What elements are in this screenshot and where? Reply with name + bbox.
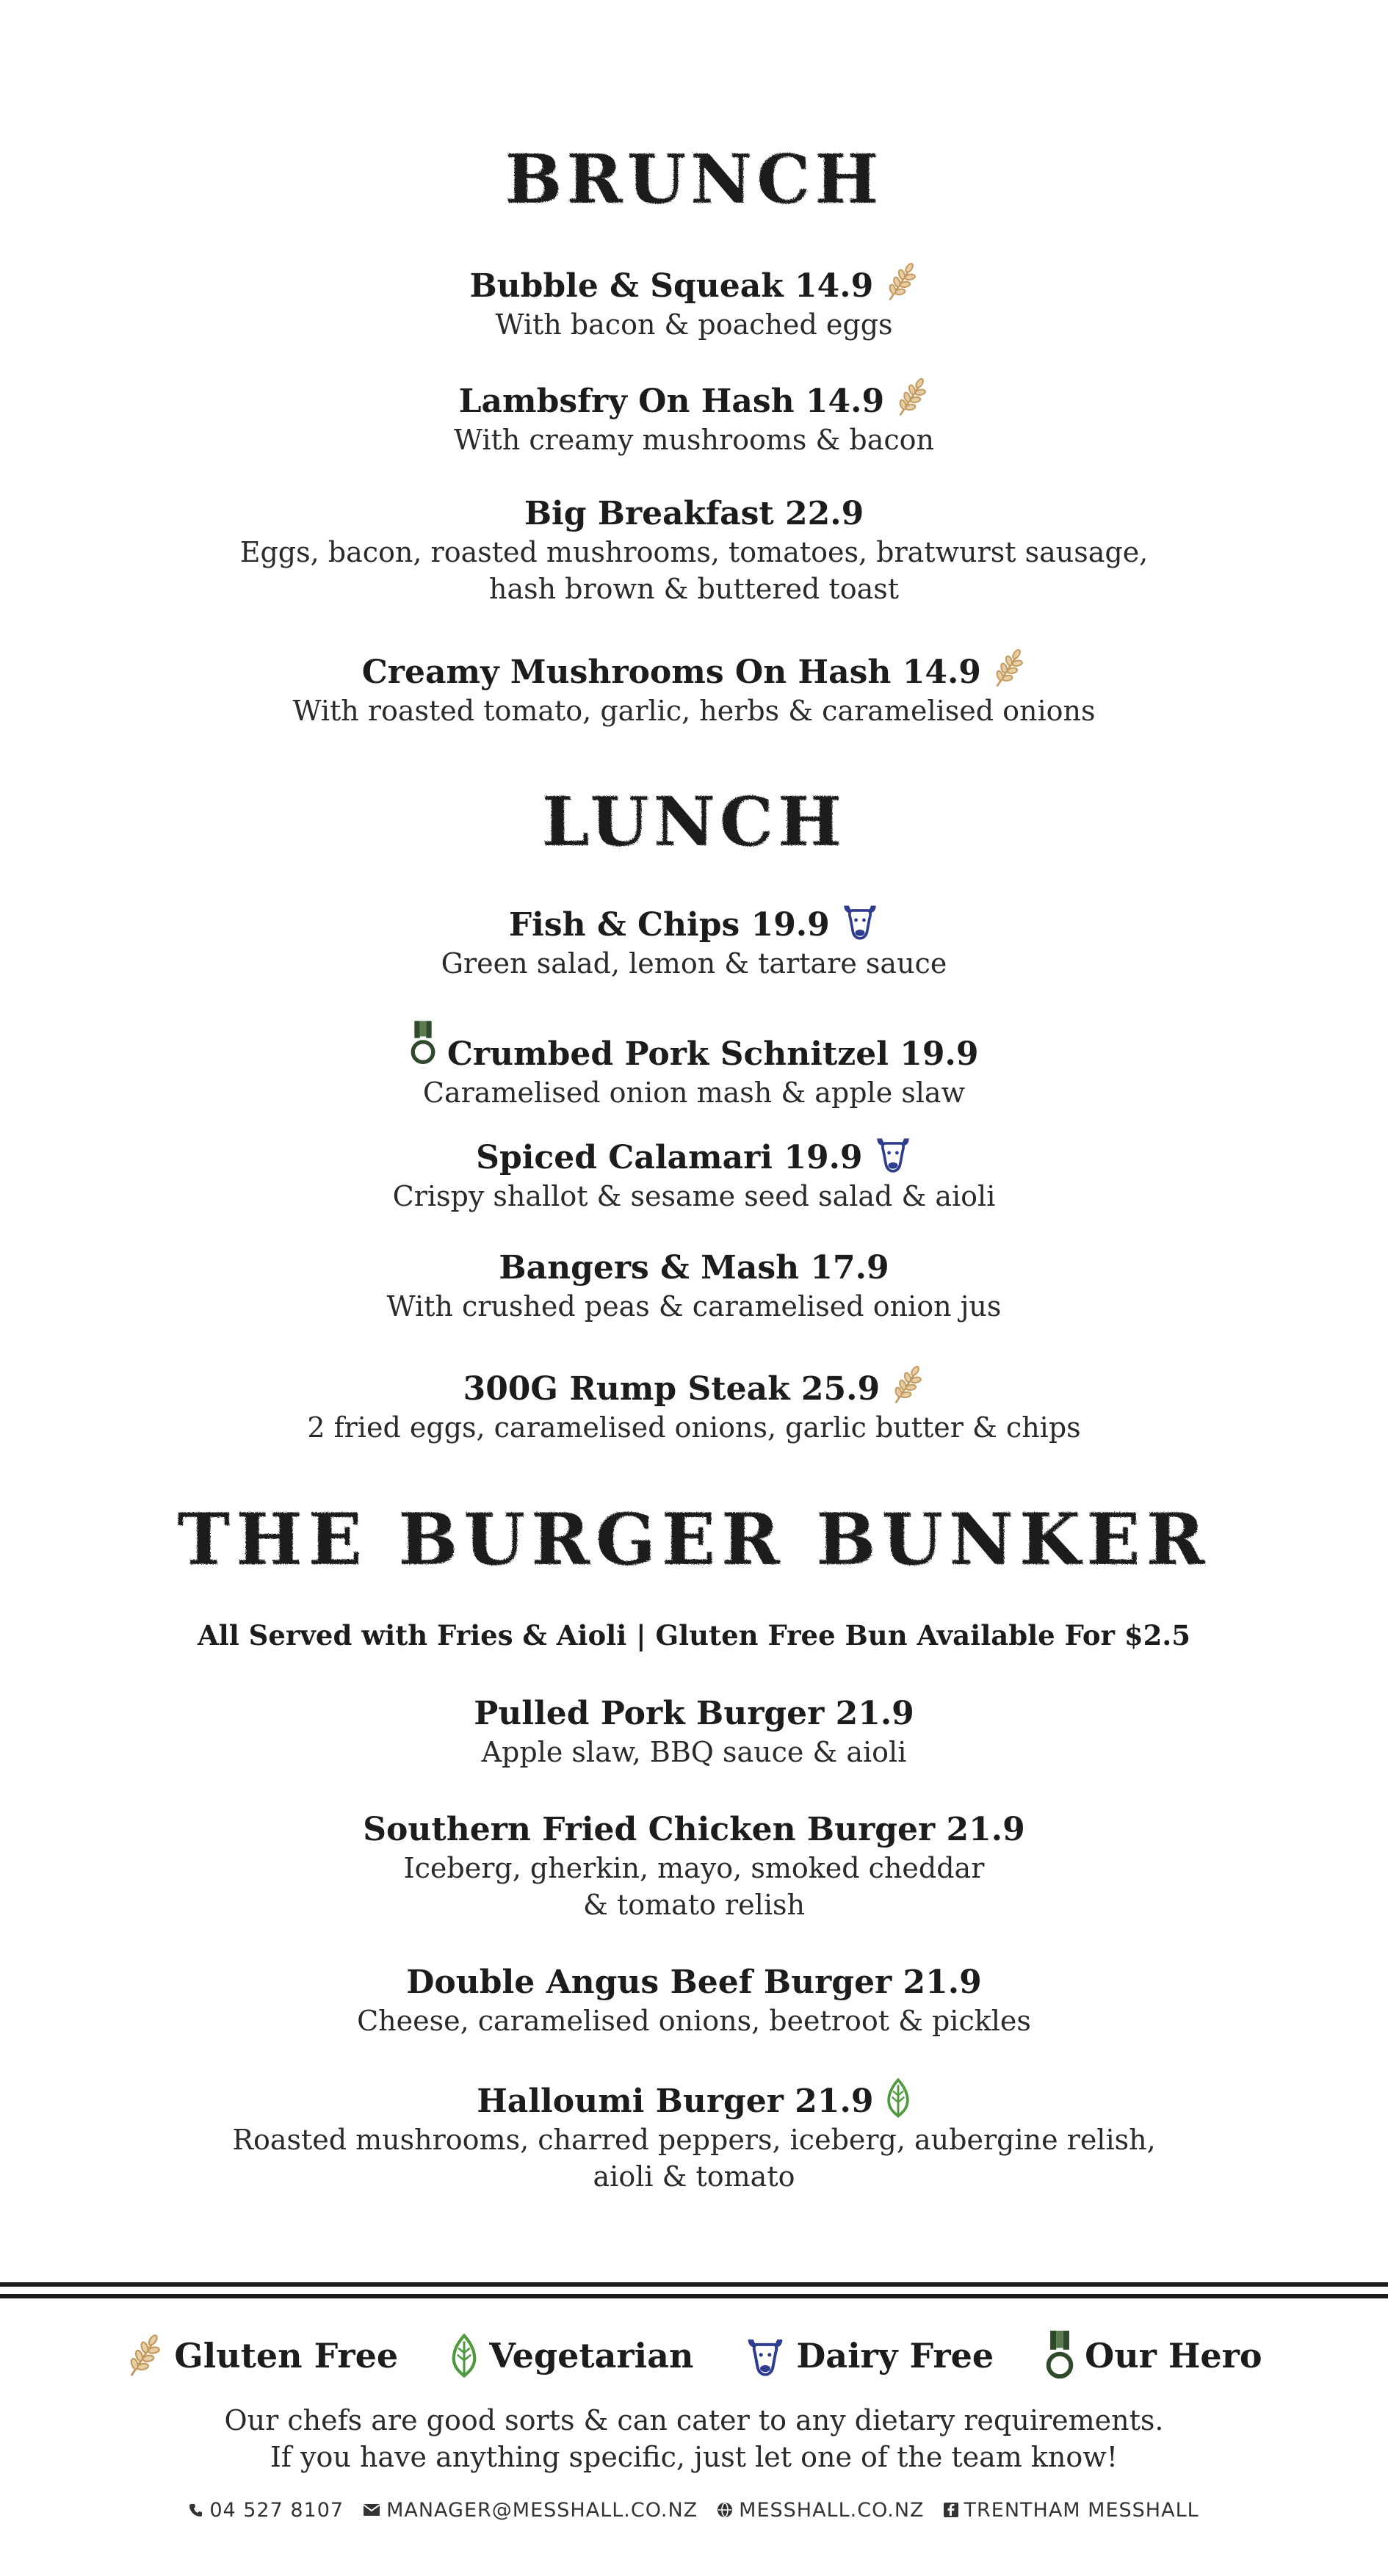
item-description: Crispy shallot & sesame seed salad & aioli	[392, 1180, 996, 1212]
item-description: Cheese, caramelised onions, beetroot & pickles	[357, 2005, 1031, 2037]
item-description-line1: Eggs, bacon, roasted mushrooms, tomatoes, bratwurst sausage,	[239, 536, 1149, 568]
item-description-line1: Roasted mushrooms, charred peppers, iceberg, aubergine relish,	[232, 2124, 1156, 2156]
footer-note-line1: Our chefs are good sorts & can cater to any dietary requirements.	[224, 2404, 1164, 2436]
gluten-free-icon	[891, 1364, 925, 1405]
facebook-link[interactable]: TRENTHAM MESSHALL	[964, 2498, 1199, 2522]
item-description: With bacon & poached eggs	[495, 308, 893, 341]
legend-label: Gluten Free	[174, 2336, 399, 2376]
legend-dairy-free	[745, 2334, 994, 2378]
dairy-free-icon	[745, 2334, 786, 2378]
legend-label: Dairy Free	[796, 2336, 994, 2376]
dairy-free-icon	[841, 900, 879, 941]
item-name: Southern Fried Chicken Burger 21.9	[363, 1811, 1025, 1848]
item-name: Spiced Calamari 19.9	[476, 1139, 863, 1176]
item-name: 300G Rump Steak 25.9	[463, 1370, 881, 1408]
legend-label: Our Hero	[1085, 2336, 1262, 2376]
legend-our-hero	[1045, 2328, 1262, 2384]
legend-gluten-free	[126, 2333, 398, 2378]
footer-note-line2: If you have anything specific, just let one of the team know!	[270, 2441, 1118, 2473]
divider-line-bottom	[0, 2294, 1388, 2298]
legend-label: Vegetarian	[489, 2336, 694, 2376]
menu-item	[0, 1248, 1388, 1325]
item-description: Caramelised onion mash & apple slaw	[422, 1077, 966, 1109]
burger-note: All Served with Fries & Aioli | Gluten Free Bun Available For $2.5	[197, 1619, 1191, 1651]
item-description: With roasted tomato, garlic, herbs & caramelised onions	[292, 695, 1096, 727]
gluten-free-icon	[885, 261, 919, 303]
item-name: Bubble & Squeak 14.9	[469, 267, 874, 305]
gluten-free-icon	[895, 377, 929, 418]
section-title-brunch	[0, 140, 1388, 219]
lunch-heading-text: LUNCH	[541, 782, 847, 861]
section-title-lunch	[0, 782, 1388, 861]
item-name: Bangers & Mash 17.9	[499, 1249, 889, 1287]
facebook-icon	[944, 2503, 958, 2517]
menu-item	[0, 1694, 1388, 1770]
item-description: Green salad, lemon & tartare sauce	[441, 947, 947, 980]
contact-facebook[interactable]	[944, 2499, 1199, 2522]
item-name: Creamy Mushrooms On Hash 14.9	[361, 654, 981, 691]
contact-website[interactable]	[717, 2499, 924, 2522]
menu-item	[0, 648, 1388, 729]
dietary-legend	[0, 2326, 1388, 2385]
menu-item	[0, 261, 1388, 343]
our-hero-icon	[1045, 2328, 1074, 2384]
menu-item	[0, 1963, 1388, 2039]
item-description-line2: aioli & tomato	[593, 2160, 795, 2193]
menu-item	[0, 2078, 1388, 2195]
our-hero-icon	[410, 1018, 436, 1069]
menu-item	[0, 1364, 1388, 1446]
gluten-free-icon	[126, 2333, 164, 2378]
item-description: 2 fried eggs, caramelised onions, garlic butter & chips	[307, 1411, 1081, 1444]
item-name: Double Angus Beef Burger 21.9	[406, 1964, 982, 2001]
contact-phone	[189, 2499, 344, 2522]
contact-email[interactable]	[363, 2499, 698, 2522]
dairy-free-icon	[874, 1133, 912, 1174]
burger-heading-text: THE BURGER BUNKER	[177, 1498, 1211, 1581]
menu-item	[0, 377, 1388, 458]
phone-text: 04 527 8107	[209, 2498, 344, 2522]
item-name: Fish & Chips 19.9	[508, 906, 830, 944]
gluten-free-icon	[992, 648, 1026, 689]
phone-icon	[189, 2503, 203, 2517]
item-description-line2: & tomato relish	[583, 1889, 805, 1921]
brunch-heading-text: BRUNCH	[505, 140, 883, 219]
item-name: Lambsfry On Hash 14.9	[458, 383, 885, 420]
menu-item	[0, 1018, 1388, 1111]
item-name: Halloumi Burger 21.9	[477, 2083, 874, 2120]
contact-bar	[0, 2495, 1388, 2525]
item-description: With crushed peas & caramelised onion jus	[386, 1290, 1002, 1323]
item-name: Big Breakfast 22.9	[524, 495, 864, 532]
divider-line-top	[0, 2282, 1388, 2287]
email-link[interactable]: MANAGER@MESSHALL.CO.NZ	[386, 2498, 698, 2522]
item-description: With creamy mushrooms & bacon	[453, 424, 935, 456]
item-name: Crumbed Pork Schnitzel 19.9	[447, 1035, 979, 1073]
globe-icon	[717, 2502, 733, 2518]
website-link[interactable]: MESSHALL.CO.NZ	[739, 2498, 925, 2522]
menu-item	[0, 900, 1388, 982]
vegetarian-icon	[885, 2078, 911, 2118]
vegetarian-icon	[449, 2334, 479, 2378]
menu-item	[0, 1133, 1388, 1215]
item-description-line2: hash brown & buttered toast	[489, 573, 899, 605]
item-description: Apple slaw, BBQ sauce & aioli	[481, 1736, 907, 1768]
section-title-burger-bunker	[0, 1498, 1388, 1581]
item-description-line1: Iceberg, gherkin, mayo, smoked cheddar	[403, 1852, 985, 1884]
legend-vegetarian	[449, 2334, 693, 2378]
mail-icon	[363, 2503, 380, 2517]
menu-item	[0, 1810, 1388, 1923]
menu-item	[0, 494, 1388, 607]
item-name: Pulled Pork Burger 21.9	[474, 1695, 914, 1732]
